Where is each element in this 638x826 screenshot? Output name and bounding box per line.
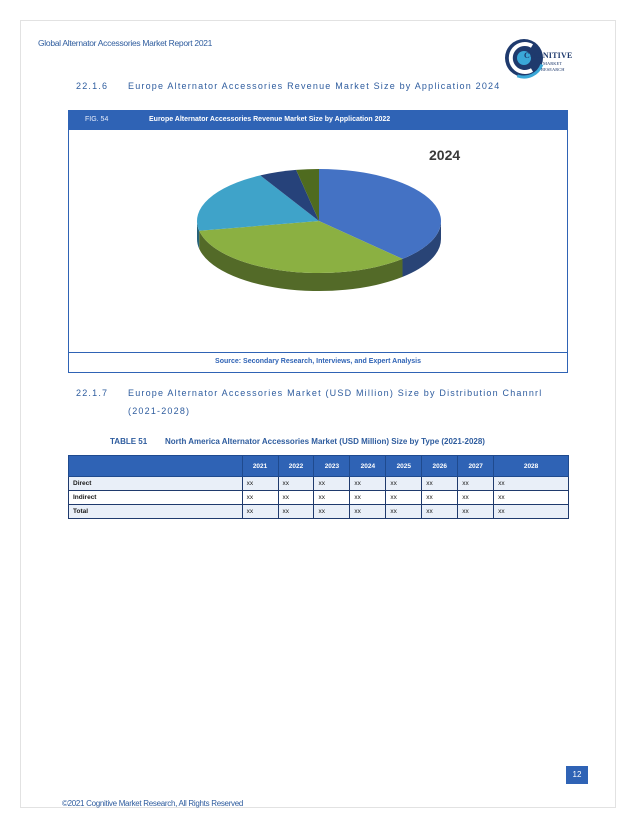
table-header-cell: 2026 bbox=[422, 456, 458, 477]
page-number: 12 bbox=[566, 766, 588, 784]
table-cell: xx bbox=[278, 505, 314, 519]
figure-divider bbox=[69, 352, 567, 353]
table-header-cell: 2023 bbox=[314, 456, 350, 477]
figure-number: FIG. 54 bbox=[85, 116, 109, 123]
table-cell: xx bbox=[494, 505, 569, 519]
chart-title-year: 2024 bbox=[429, 147, 461, 163]
table-cell: xx bbox=[350, 491, 386, 505]
table-cell: xx bbox=[242, 505, 278, 519]
footer-copyright: ©2021 Cognitive Market Research, All Rights Reserved bbox=[62, 799, 244, 808]
table-cell: xx bbox=[278, 477, 314, 491]
table-cell: xx bbox=[458, 477, 494, 491]
row-label: Direct bbox=[69, 477, 243, 491]
table-header-cell bbox=[69, 456, 243, 477]
table-cell: xx bbox=[494, 491, 569, 505]
table-header-cell: 2027 bbox=[458, 456, 494, 477]
table-cell: xx bbox=[350, 505, 386, 519]
table-cell: xx bbox=[278, 491, 314, 505]
table-row bbox=[69, 491, 569, 505]
table-cell: xx bbox=[494, 477, 569, 491]
logo-sub-market: MARKET bbox=[543, 61, 562, 66]
logo-sub-research: RESEARCH bbox=[541, 67, 565, 72]
table-cell: xx bbox=[242, 477, 278, 491]
table-row bbox=[69, 505, 569, 519]
table-header-cell: 2025 bbox=[386, 456, 422, 477]
figure-box bbox=[68, 110, 568, 373]
row-label: Total bbox=[69, 505, 243, 519]
row-label: Indirect bbox=[69, 491, 243, 505]
table-cell: xx bbox=[458, 505, 494, 519]
table-cell: xx bbox=[314, 477, 350, 491]
pie-chart bbox=[189, 161, 459, 301]
figure-source: Source: Secondary Research, Interviews, and Expert Analysis bbox=[215, 358, 421, 365]
table-cell: xx bbox=[386, 491, 422, 505]
table-cell: xx bbox=[422, 505, 458, 519]
table-cell: xx bbox=[386, 505, 422, 519]
logo-name: COGNITIVE bbox=[524, 51, 573, 60]
table-header-cell: 2028 bbox=[494, 456, 569, 477]
table-cell: xx bbox=[350, 477, 386, 491]
section-2-title-line2: (2021-2028) bbox=[128, 406, 191, 416]
market-size-table bbox=[68, 455, 569, 519]
table-title: North America Alternator Accessories Market (USD Million) Size by Type (2021-2028) bbox=[165, 437, 485, 446]
section-2-title-line1: Europe Alternator Accessories Market (USD Million) Size by Distribution Channrl bbox=[128, 388, 543, 398]
table-cell: xx bbox=[314, 505, 350, 519]
report-header-title: Global Alternator Accessories Market Report 2021 bbox=[38, 38, 213, 48]
section-1-title: Europe Alternator Accessories Revenue Market Size by Application 2024 bbox=[128, 81, 501, 91]
section-2-number: 22.1.7 bbox=[76, 388, 109, 398]
table-header-row bbox=[69, 456, 569, 477]
table-cell: xx bbox=[386, 477, 422, 491]
section-1-number: 22.1.6 bbox=[76, 81, 109, 91]
table-row bbox=[69, 477, 569, 491]
table-cell: xx bbox=[422, 477, 458, 491]
table-cell: xx bbox=[458, 491, 494, 505]
table-header-cell: 2021 bbox=[242, 456, 278, 477]
table-cell: xx bbox=[314, 491, 350, 505]
table-cell: xx bbox=[242, 491, 278, 505]
table-header-cell: 2022 bbox=[278, 456, 314, 477]
table-cell: xx bbox=[422, 491, 458, 505]
figure-caption-bar bbox=[69, 111, 567, 130]
figure-title: Europe Alternator Accessories Revenue Market Size by Application 2022 bbox=[149, 116, 391, 123]
table-header-cell: 2024 bbox=[350, 456, 386, 477]
table-number: TABLE 51 bbox=[110, 437, 148, 446]
